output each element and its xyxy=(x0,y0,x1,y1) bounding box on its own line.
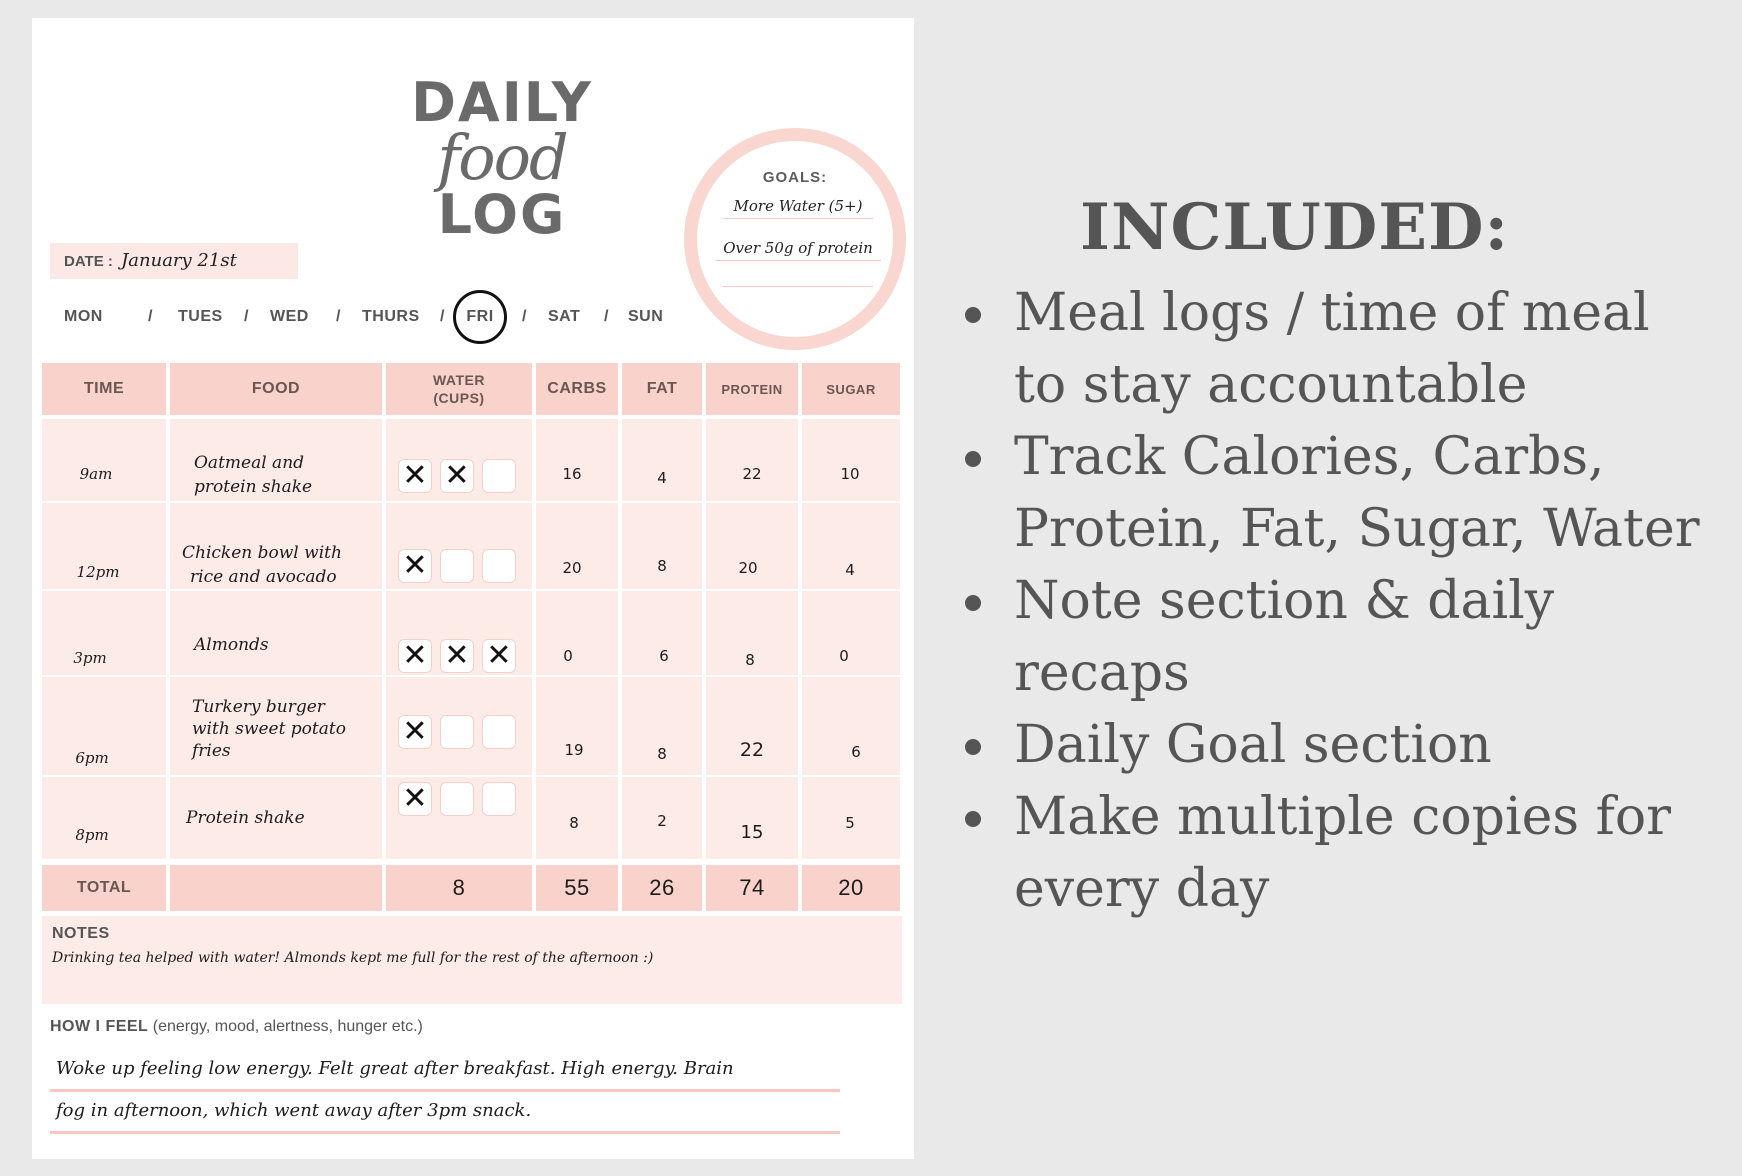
header-time: TIME xyxy=(42,363,166,415)
date-label: DATE : xyxy=(64,253,113,270)
row-divider xyxy=(42,675,900,677)
row-food-line: Protein shake xyxy=(186,808,305,828)
row-protein: 15 xyxy=(740,822,764,843)
row-food-line: with sweet potato xyxy=(192,719,346,739)
water-cup-checkbox xyxy=(440,715,474,749)
row-carbs: 20 xyxy=(562,559,582,577)
total-label: TOTAL xyxy=(42,865,166,911)
row-time: 6pm xyxy=(75,749,109,767)
header-carbs: CARBS xyxy=(536,363,618,415)
included-item-text: Track Calories, Carbs, Protein, Fat, Sugar, Water xyxy=(1014,427,1700,559)
water-cup-checkbox xyxy=(482,715,516,749)
header-fat: FAT xyxy=(622,363,702,415)
how-i-feel-line: Woke up feeling low energy. Felt great after breakfast. High energy. Brain xyxy=(50,1058,840,1092)
row-food-line: rice and avocado xyxy=(190,567,337,587)
row-food-line: Chicken bowl with xyxy=(182,543,342,563)
notes-label: NOTES xyxy=(52,925,110,942)
water-cup-checkbox xyxy=(482,459,516,493)
how-i-feel-heading xyxy=(50,1018,423,1036)
total-food-cell xyxy=(170,865,382,911)
bullet-icon xyxy=(965,739,981,755)
page-title xyxy=(382,71,622,246)
row-food-line: Almonds xyxy=(194,635,269,655)
water-cup-checkbox: ✕ xyxy=(398,549,432,583)
water-cup-checkbox: ✕ xyxy=(440,639,474,673)
row-food-line: Turkery burger xyxy=(192,697,325,717)
goal-item: Over 50g of protein xyxy=(715,239,881,261)
water-cup-checkbox xyxy=(440,782,474,816)
total-protein: 74 xyxy=(706,865,798,911)
row-food-line: fries xyxy=(192,741,231,761)
header-protein: PROTEIN xyxy=(706,363,798,415)
water-cup-checkbox: ✕ xyxy=(398,459,432,493)
included-item-text: Daily Goal section xyxy=(1014,715,1492,775)
row-protein: 22 xyxy=(742,465,762,483)
water-cup-checkbox: ✕ xyxy=(398,715,432,749)
row-fat: 2 xyxy=(657,812,667,830)
bullet-icon xyxy=(965,811,981,827)
day-tues: TUES xyxy=(178,308,223,325)
row-divider xyxy=(42,589,900,591)
row-protein: 8 xyxy=(745,651,755,669)
row-carbs: 16 xyxy=(562,465,582,483)
included-item xyxy=(950,421,1710,565)
day-separator: / xyxy=(440,308,445,325)
goal-item: More Water (5+) xyxy=(723,197,873,219)
row-divider xyxy=(42,501,900,503)
day-separator: / xyxy=(336,308,341,325)
total-carbs: 55 xyxy=(536,865,618,911)
how-i-feel-label: HOW I FEEL xyxy=(50,1018,149,1035)
food-log-sheet xyxy=(32,18,914,1159)
total-water: 8 xyxy=(386,865,532,911)
included-heading: INCLUDED: xyxy=(1080,190,1510,265)
included-item xyxy=(950,277,1710,421)
row-time: 12pm xyxy=(76,563,120,581)
goal-blank-line xyxy=(723,283,873,287)
day-sat: SAT xyxy=(548,308,581,325)
row-sugar: 4 xyxy=(845,561,855,579)
day-separator: / xyxy=(244,308,249,325)
time-cell xyxy=(42,777,166,859)
total-fat: 26 xyxy=(622,865,702,911)
row-food-line: protein shake xyxy=(194,477,313,497)
goals-label: GOALS: xyxy=(762,169,828,186)
water-cup-checkbox: ✕ xyxy=(398,639,432,673)
row-carbs: 19 xyxy=(564,741,584,759)
total-sugar: 20 xyxy=(802,865,900,911)
title-line-daily: DAILY xyxy=(411,71,593,134)
day-fri-selected: FRI xyxy=(453,290,507,344)
how-i-feel-line: fog in afternoon, which went away after 3pm snack. xyxy=(50,1100,840,1134)
included-item xyxy=(950,709,1710,781)
included-item-text: Note section & daily recaps xyxy=(1014,571,1555,703)
row-fat: 8 xyxy=(657,557,667,575)
bullet-icon xyxy=(965,451,981,467)
date-value: January 21st xyxy=(121,250,237,271)
day-sun: SUN xyxy=(628,308,664,325)
row-time: 9am xyxy=(79,465,113,483)
day-mon: MON xyxy=(64,308,103,325)
row-sugar: 10 xyxy=(840,465,860,483)
row-divider xyxy=(42,775,900,777)
row-time: 8pm xyxy=(75,826,109,844)
water-cup-checkbox: ✕ xyxy=(398,782,432,816)
row-carbs: 8 xyxy=(569,814,579,832)
row-protein: 22 xyxy=(739,739,765,761)
protein-cell xyxy=(706,777,798,859)
header-food: FOOD xyxy=(170,363,382,415)
included-panel xyxy=(950,190,1710,925)
notes-section xyxy=(42,916,902,1004)
included-item xyxy=(950,565,1710,709)
date-field xyxy=(50,243,298,279)
row-food-line: Oatmeal and xyxy=(194,453,305,473)
day-separator: / xyxy=(604,308,609,325)
day-wed: WED xyxy=(270,308,309,325)
water-cup-checkbox xyxy=(440,549,474,583)
water-cup-checkbox: ✕ xyxy=(482,639,516,673)
row-fat: 4 xyxy=(657,469,667,487)
included-item xyxy=(950,781,1710,925)
water-cup-checkbox xyxy=(482,549,516,583)
bullet-icon xyxy=(965,595,981,611)
notes-text: Drinking tea helped with water! Almonds kept me full for the rest of the afternoon :) xyxy=(52,950,654,966)
row-protein: 20 xyxy=(738,559,758,577)
how-i-feel-subtitle: (energy, mood, alertness, hunger etc.) xyxy=(152,1018,423,1035)
included-list xyxy=(950,277,1710,925)
day-separator: / xyxy=(148,308,153,325)
water-cup-checkbox: ✕ xyxy=(440,459,474,493)
row-time: 3pm xyxy=(73,649,107,667)
bullet-icon xyxy=(965,307,981,323)
row-sugar: 6 xyxy=(851,743,861,761)
day-separator: / xyxy=(522,308,527,325)
included-item-text: Make multiple copies for every day xyxy=(1014,787,1671,919)
row-sugar: 5 xyxy=(845,814,855,832)
weekday-selector xyxy=(56,308,664,348)
day-thurs: THURS xyxy=(362,308,420,325)
row-sugar: 0 xyxy=(839,647,849,665)
goals-circle xyxy=(684,128,906,350)
header-water: WATER (CUPS) xyxy=(386,363,532,415)
title-line-log: LOG xyxy=(437,183,567,246)
water-cup-checkbox xyxy=(482,782,516,816)
row-carbs: 0 xyxy=(563,647,573,665)
title-line-food: food xyxy=(437,121,567,194)
header-sugar: SUGAR xyxy=(802,363,900,415)
included-item-text: Meal logs / time of meal to stay accountable xyxy=(1014,283,1650,415)
row-fat: 8 xyxy=(657,745,667,763)
row-fat: 6 xyxy=(659,647,669,665)
